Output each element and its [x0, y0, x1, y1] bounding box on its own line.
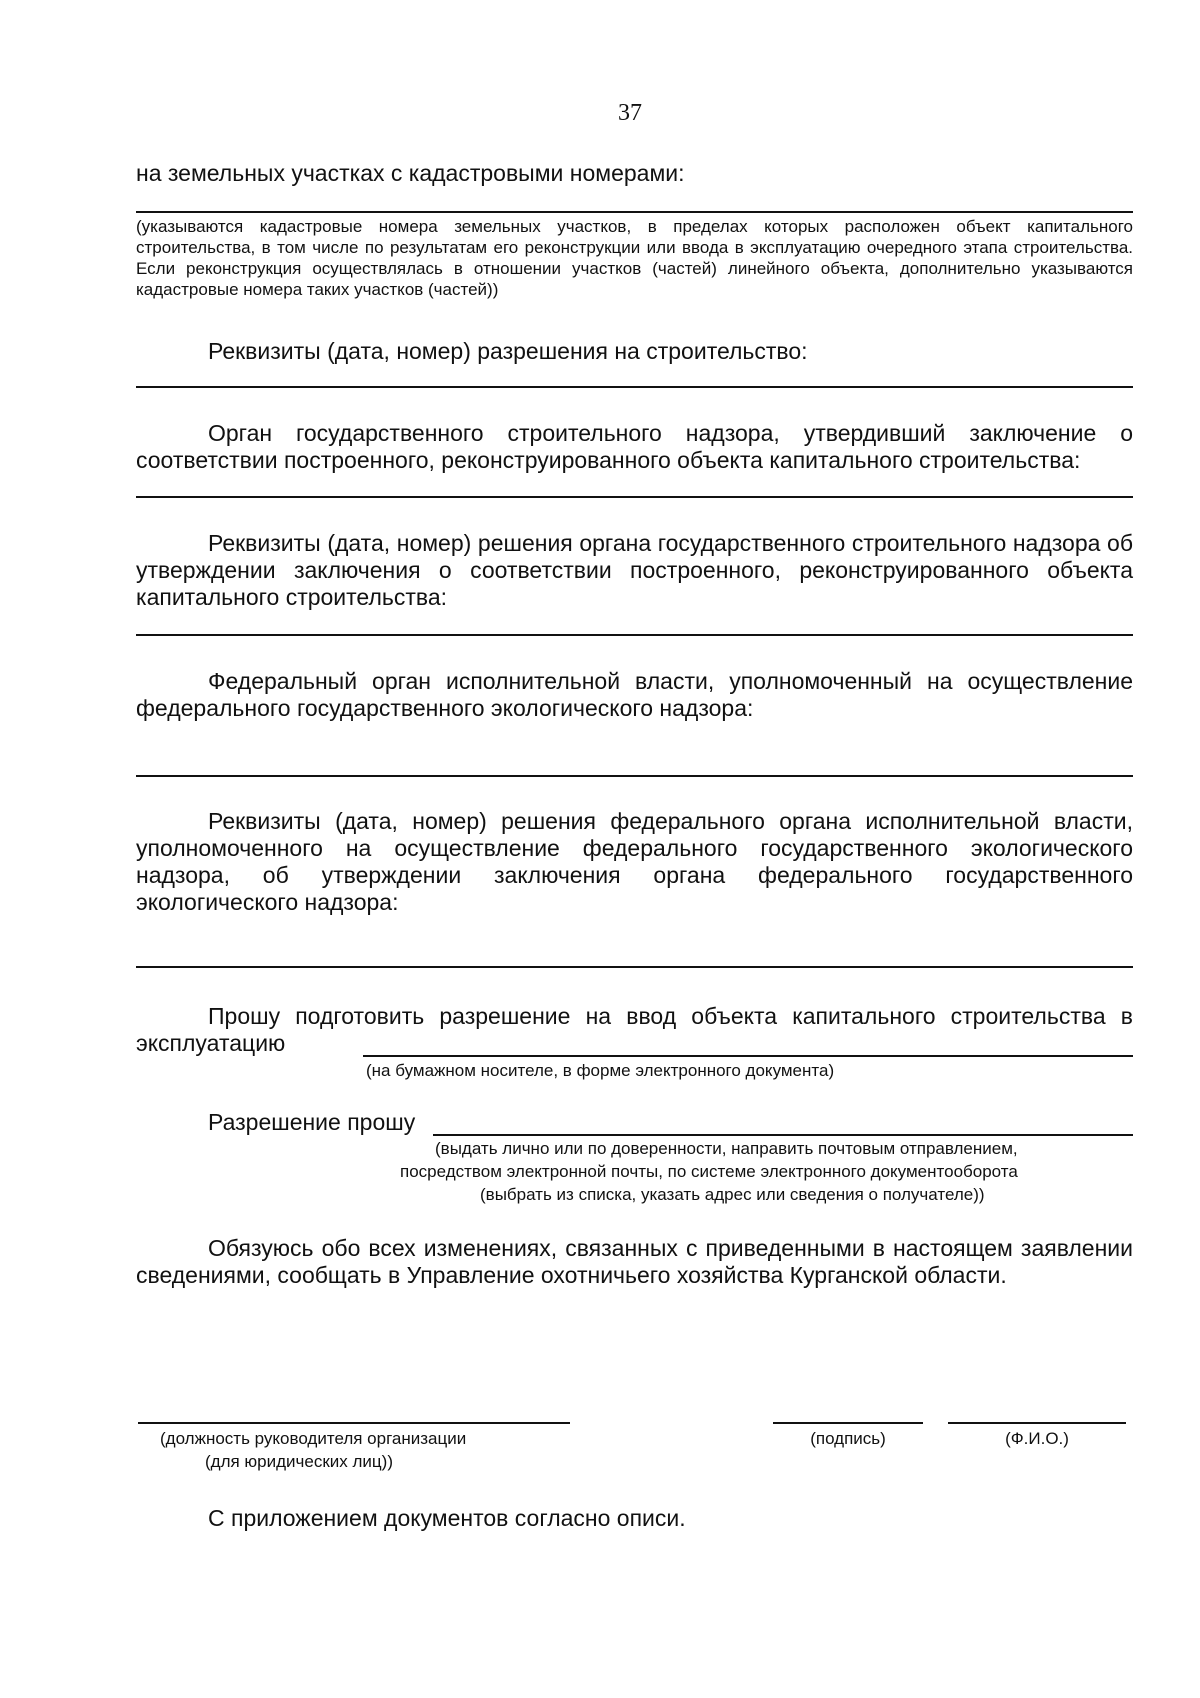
supervision-decision-label: Реквизиты (дата, номер) решения органа государственного строительного надзора об утверждении заключения о соответствии построенного, реконструированного объекта капитального строительства: [136, 530, 1133, 610]
delivery-hint-3: (выбрать из списка, указать адрес или сведения о получателе)) [480, 1185, 985, 1204]
signature-hint: (подпись) [810, 1429, 886, 1448]
delivery-fill-line[interactable] [433, 1134, 1133, 1136]
federal-decision-label: Реквизиты (дата, номер) решения федерального органа исполнительной власти, уполномоченного на осуществление федерального государственного экологического надзора, об утверждении заключения органа федерального государственного экологического надзора: [136, 808, 1133, 915]
supervision-body-label: Орган государственного строительного надзора, утвердивший заключение о соответствии построенного, реконструированного объекта капитального строительства: [136, 420, 1133, 473]
federal-decision-fill-line[interactable] [136, 966, 1133, 968]
full-name-fill-line[interactable] [948, 1422, 1126, 1424]
delivery-hint-1: (выдать лично или по доверенности, направить почтовым отправлением, [435, 1139, 1018, 1158]
permit-label: Реквизиты (дата, номер) разрешения на строительство: [208, 338, 808, 364]
request-format-fill-line[interactable] [363, 1055, 1133, 1057]
position-hint-1: (должность руководителя организации [160, 1429, 467, 1448]
position-fill-line[interactable] [138, 1422, 570, 1424]
page-number: 37 [618, 100, 642, 126]
signature-fill-line[interactable] [773, 1422, 923, 1424]
request-format-hint: (на бумажном носителе, в форме электронного документа) [366, 1061, 835, 1080]
supervision-body-fill-line[interactable] [136, 496, 1133, 498]
delivery-label: Разрешение прошу [208, 1109, 416, 1135]
cadastral-hint: (указываются кадастровые номера земельных участков, в пределах которых расположен объект капитального строительства, в том числе по результатам его реконструкции или ввода в эксплуатацию очередного этапа строительства. Если реконструкция осуществлялась в отношении участков (частей) линейного объекта, дополнительно указываются кадастровые номера таких участков (частей)) [136, 217, 1133, 299]
delivery-hint-2: посредством электронной почты, по системе электронного документооборота [400, 1162, 1018, 1181]
full-name-hint: (Ф.И.О.) [1005, 1429, 1069, 1448]
federal-body-fill-line[interactable] [136, 775, 1133, 777]
request-line1: Прошу подготовить разрешение на ввод объекта капитального строительства в [208, 1003, 1133, 1029]
federal-body-label: Федеральный орган исполнительной власти, уполномоченный на осуществление федерального государственного экологического надзора: [136, 668, 1133, 721]
supervision-decision-fill-line[interactable] [136, 634, 1133, 636]
position-hint-2: (для юридических лиц)) [205, 1452, 393, 1471]
request-line2: эксплуатацию [136, 1030, 286, 1056]
permit-fill-line[interactable] [136, 386, 1133, 388]
obligation-text: Обязуюсь обо всех изменениях, связанных с приведенными в настоящем заявлении сведениями, сообщать в Управление охотничьего хозяйства Курганской области. [136, 1235, 1133, 1288]
attachment-text: С приложением документов согласно описи. [208, 1505, 686, 1531]
cadastral-fill-line[interactable] [136, 211, 1133, 213]
cadastral-label: на земельных участках с кадастровыми номерами: [136, 160, 685, 186]
